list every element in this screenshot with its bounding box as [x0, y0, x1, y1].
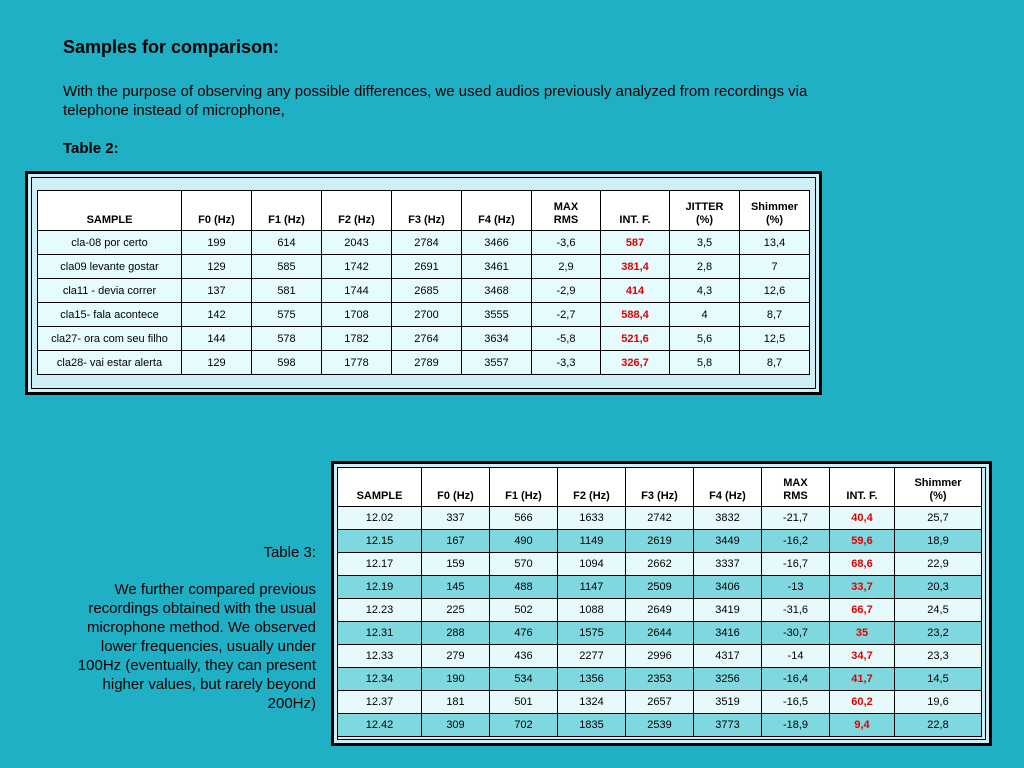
cell-f4: 4317	[694, 645, 762, 668]
table3-description: We further compared previous recordings obtained with the usual microphone method. We observed lower frequencies, usually under 100Hz (eventually, they can present higher values, but rarely beyond 200Hz)	[77, 581, 316, 712]
table-row	[338, 645, 982, 668]
cell-f0: 145	[422, 576, 490, 599]
cell-f1: 534	[490, 668, 558, 691]
table-row	[338, 599, 982, 622]
table-row	[38, 327, 810, 351]
table2	[37, 190, 810, 375]
cell-f1: 488	[490, 576, 558, 599]
cell-int-f: 41,7	[830, 668, 895, 691]
cell-f4: 3555	[462, 303, 532, 327]
cell-f4: 3773	[694, 714, 762, 737]
cell-f0: 337	[422, 507, 490, 530]
cell-f1: 585	[252, 255, 322, 279]
cell-f1: 578	[252, 327, 322, 351]
table3-label: Table 3:	[263, 544, 316, 561]
cell-int-f: 326,7	[601, 351, 670, 375]
table-row	[338, 668, 982, 691]
cell-f2: 1575	[558, 622, 626, 645]
cell-f1: 614	[252, 231, 322, 255]
header-shimmer	[895, 468, 982, 507]
header-jitter-line1: JITTER	[685, 201, 724, 213]
cell-shimmer: 13,4	[740, 231, 810, 255]
cell-shimmer: 19,6	[895, 691, 982, 714]
cell-max-rms: -31,6	[762, 599, 830, 622]
cell-int-f: 59,6	[830, 530, 895, 553]
cell-sample: cla-08 por certo	[38, 231, 182, 255]
cell-shimmer: 23,3	[895, 645, 982, 668]
cell-f0: 129	[182, 351, 252, 375]
cell-max-rms: -16,7	[762, 553, 830, 576]
cell-f2: 1094	[558, 553, 626, 576]
header-max-rms	[762, 468, 830, 507]
table-row	[338, 714, 982, 737]
cell-sample: 12.23	[338, 599, 422, 622]
header-shimmer-line1: Shimmer	[750, 201, 799, 213]
cell-int-f: 68,6	[830, 553, 895, 576]
table2-frame	[25, 171, 822, 395]
cell-f2: 2277	[558, 645, 626, 668]
cell-int-f: 587	[601, 231, 670, 255]
cell-f3: 2996	[626, 645, 694, 668]
cell-sample: 12.34	[338, 668, 422, 691]
header-max-rms	[532, 191, 601, 231]
cell-shimmer: 12,5	[740, 327, 810, 351]
cell-jitter: 5,8	[670, 351, 740, 375]
cell-int-f: 414	[601, 279, 670, 303]
cell-max-rms: -2,7	[532, 303, 601, 327]
header-f3: F3 (Hz)	[626, 468, 694, 507]
cell-sample: 12.42	[338, 714, 422, 737]
cell-f2: 1778	[322, 351, 392, 375]
cell-f0: 159	[422, 553, 490, 576]
table3-header-row	[338, 468, 982, 507]
cell-sample: cla27- ora com seu filho	[38, 327, 182, 351]
cell-f1: 476	[490, 622, 558, 645]
header-f1: F1 (Hz)	[252, 191, 322, 231]
cell-f4: 3832	[694, 507, 762, 530]
cell-f4: 3466	[462, 231, 532, 255]
cell-f3: 2700	[392, 303, 462, 327]
table-row	[38, 303, 810, 327]
cell-f4: 3634	[462, 327, 532, 351]
cell-sample: cla28- vai estar alerta	[38, 351, 182, 375]
header-sample: SAMPLE	[38, 191, 182, 231]
intro-paragraph: With the purpose of observing any possible differences, we used audios previously analyzed from recordings via telephone instead of microphone,	[63, 83, 808, 119]
cell-f0: 199	[182, 231, 252, 255]
cell-sample: cla09 levante gostar	[38, 255, 182, 279]
cell-sample: 12.37	[338, 691, 422, 714]
cell-sample: 12.31	[338, 622, 422, 645]
header-shimmer-line2: (%)	[929, 490, 947, 502]
table-row	[38, 255, 810, 279]
table-row	[338, 507, 982, 530]
table-row	[338, 553, 982, 576]
header-int-f: INT. F.	[830, 468, 895, 507]
cell-shimmer: 8,7	[740, 351, 810, 375]
header-jitter-line2: (%)	[695, 214, 714, 226]
cell-f2: 1708	[322, 303, 392, 327]
cell-max-rms: -5,8	[532, 327, 601, 351]
header-shimmer-line2: (%)	[765, 214, 784, 226]
cell-f4: 3461	[462, 255, 532, 279]
table-row	[38, 231, 810, 255]
cell-f0: 137	[182, 279, 252, 303]
cell-f1: 490	[490, 530, 558, 553]
cell-jitter: 5,6	[670, 327, 740, 351]
cell-f1: 581	[252, 279, 322, 303]
cell-f3: 2353	[626, 668, 694, 691]
cell-sample: 12.17	[338, 553, 422, 576]
cell-sample: 12.02	[338, 507, 422, 530]
cell-max-rms: -18,9	[762, 714, 830, 737]
cell-f4: 3519	[694, 691, 762, 714]
cell-max-rms: -2,9	[532, 279, 601, 303]
cell-f1: 598	[252, 351, 322, 375]
cell-shimmer: 8,7	[740, 303, 810, 327]
cell-shimmer: 14,5	[895, 668, 982, 691]
cell-sample: 12.33	[338, 645, 422, 668]
cell-f3: 2657	[626, 691, 694, 714]
header-jitter	[670, 191, 740, 231]
cell-int-f: 60,2	[830, 691, 895, 714]
cell-int-f: 9,4	[830, 714, 895, 737]
cell-f3: 2539	[626, 714, 694, 737]
cell-f0: 167	[422, 530, 490, 553]
header-f4: F4 (Hz)	[694, 468, 762, 507]
cell-max-rms: -30,7	[762, 622, 830, 645]
cell-f2: 1742	[322, 255, 392, 279]
cell-int-f: 521,6	[601, 327, 670, 351]
cell-shimmer: 25,7	[895, 507, 982, 530]
cell-shimmer: 18,9	[895, 530, 982, 553]
cell-f2: 1744	[322, 279, 392, 303]
cell-int-f: 35	[830, 622, 895, 645]
cell-f3: 2764	[392, 327, 462, 351]
header-f4: F4 (Hz)	[462, 191, 532, 231]
cell-f3: 2784	[392, 231, 462, 255]
page-title: Samples for comparison:	[63, 37, 280, 57]
cell-f4: 3419	[694, 599, 762, 622]
cell-f1: 570	[490, 553, 558, 576]
header-int-f: INT. F.	[601, 191, 670, 231]
header-max-rms-line1: MAX	[553, 201, 579, 213]
cell-f3: 2685	[392, 279, 462, 303]
header-f0: F0 (Hz)	[422, 468, 490, 507]
header-sample: SAMPLE	[338, 468, 422, 507]
table2-body	[38, 231, 810, 375]
cell-f0: 142	[182, 303, 252, 327]
table-row	[338, 691, 982, 714]
cell-f1: 702	[490, 714, 558, 737]
cell-f1: 575	[252, 303, 322, 327]
cell-f1: 566	[490, 507, 558, 530]
cell-f2: 1149	[558, 530, 626, 553]
table-row	[338, 530, 982, 553]
header-f1: F1 (Hz)	[490, 468, 558, 507]
cell-f3: 2644	[626, 622, 694, 645]
cell-jitter: 3,5	[670, 231, 740, 255]
cell-f0: 309	[422, 714, 490, 737]
cell-int-f: 40,4	[830, 507, 895, 530]
cell-f1: 436	[490, 645, 558, 668]
cell-f2: 1088	[558, 599, 626, 622]
cell-max-rms: -3,3	[532, 351, 601, 375]
header-f3: F3 (Hz)	[392, 191, 462, 231]
cell-max-rms: -16,4	[762, 668, 830, 691]
header-max-rms-line2: RMS	[783, 490, 808, 502]
cell-max-rms: -3,6	[532, 231, 601, 255]
cell-int-f: 588,4	[601, 303, 670, 327]
header-shimmer-line1: Shimmer	[914, 477, 962, 489]
cell-f2: 1835	[558, 714, 626, 737]
cell-f1: 502	[490, 599, 558, 622]
cell-sample: 12.15	[338, 530, 422, 553]
table3	[337, 467, 982, 737]
cell-int-f: 33,7	[830, 576, 895, 599]
cell-f1: 501	[490, 691, 558, 714]
table3-frame	[331, 461, 992, 746]
cell-f3: 2649	[626, 599, 694, 622]
cell-f2: 1782	[322, 327, 392, 351]
cell-shimmer: 7	[740, 255, 810, 279]
cell-f3: 2691	[392, 255, 462, 279]
table-row	[38, 279, 810, 303]
cell-int-f: 34,7	[830, 645, 895, 668]
cell-sample: 12.19	[338, 576, 422, 599]
cell-max-rms: -16,5	[762, 691, 830, 714]
cell-shimmer: 22,9	[895, 553, 982, 576]
cell-f4: 3256	[694, 668, 762, 691]
cell-f3: 2662	[626, 553, 694, 576]
table-row	[338, 622, 982, 645]
cell-f3: 2619	[626, 530, 694, 553]
cell-f0: 190	[422, 668, 490, 691]
cell-max-rms: -14	[762, 645, 830, 668]
header-f2: F2 (Hz)	[558, 468, 626, 507]
table-row	[38, 351, 810, 375]
cell-f0: 225	[422, 599, 490, 622]
header-shimmer	[740, 191, 810, 231]
table2-label: Table 2:	[63, 140, 119, 157]
cell-f2: 1324	[558, 691, 626, 714]
cell-f0: 288	[422, 622, 490, 645]
cell-f4: 3406	[694, 576, 762, 599]
table-row	[338, 576, 982, 599]
cell-f4: 3449	[694, 530, 762, 553]
cell-int-f: 381,4	[601, 255, 670, 279]
cell-shimmer: 12,6	[740, 279, 810, 303]
cell-f2: 1147	[558, 576, 626, 599]
cell-f3: 2742	[626, 507, 694, 530]
table3-body	[338, 507, 982, 737]
cell-shimmer: 23,2	[895, 622, 982, 645]
header-max-rms-line2: RMS	[553, 214, 579, 226]
cell-f0: 144	[182, 327, 252, 351]
cell-sample: cla15- fala acontece	[38, 303, 182, 327]
header-f2: F2 (Hz)	[322, 191, 392, 231]
cell-f4: 3468	[462, 279, 532, 303]
cell-shimmer: 20,3	[895, 576, 982, 599]
cell-f2: 2043	[322, 231, 392, 255]
cell-f0: 181	[422, 691, 490, 714]
cell-max-rms: 2,9	[532, 255, 601, 279]
table3-caption	[60, 543, 316, 713]
cell-shimmer: 22,8	[895, 714, 982, 737]
cell-f4: 3557	[462, 351, 532, 375]
cell-f3: 2509	[626, 576, 694, 599]
cell-max-rms: -16,2	[762, 530, 830, 553]
cell-jitter: 2,8	[670, 255, 740, 279]
cell-f2: 1356	[558, 668, 626, 691]
cell-sample: cla11 - devia correr	[38, 279, 182, 303]
header-max-rms-line1: MAX	[783, 477, 808, 489]
cell-f4: 3416	[694, 622, 762, 645]
cell-f2: 1633	[558, 507, 626, 530]
cell-jitter: 4,3	[670, 279, 740, 303]
header-f0: F0 (Hz)	[182, 191, 252, 231]
cell-max-rms: -13	[762, 576, 830, 599]
cell-jitter: 4	[670, 303, 740, 327]
cell-int-f: 66,7	[830, 599, 895, 622]
cell-f0: 279	[422, 645, 490, 668]
cell-f0: 129	[182, 255, 252, 279]
cell-f4: 3337	[694, 553, 762, 576]
table2-header-row	[38, 191, 810, 231]
cell-max-rms: -21,7	[762, 507, 830, 530]
cell-shimmer: 24,5	[895, 599, 982, 622]
cell-f3: 2789	[392, 351, 462, 375]
